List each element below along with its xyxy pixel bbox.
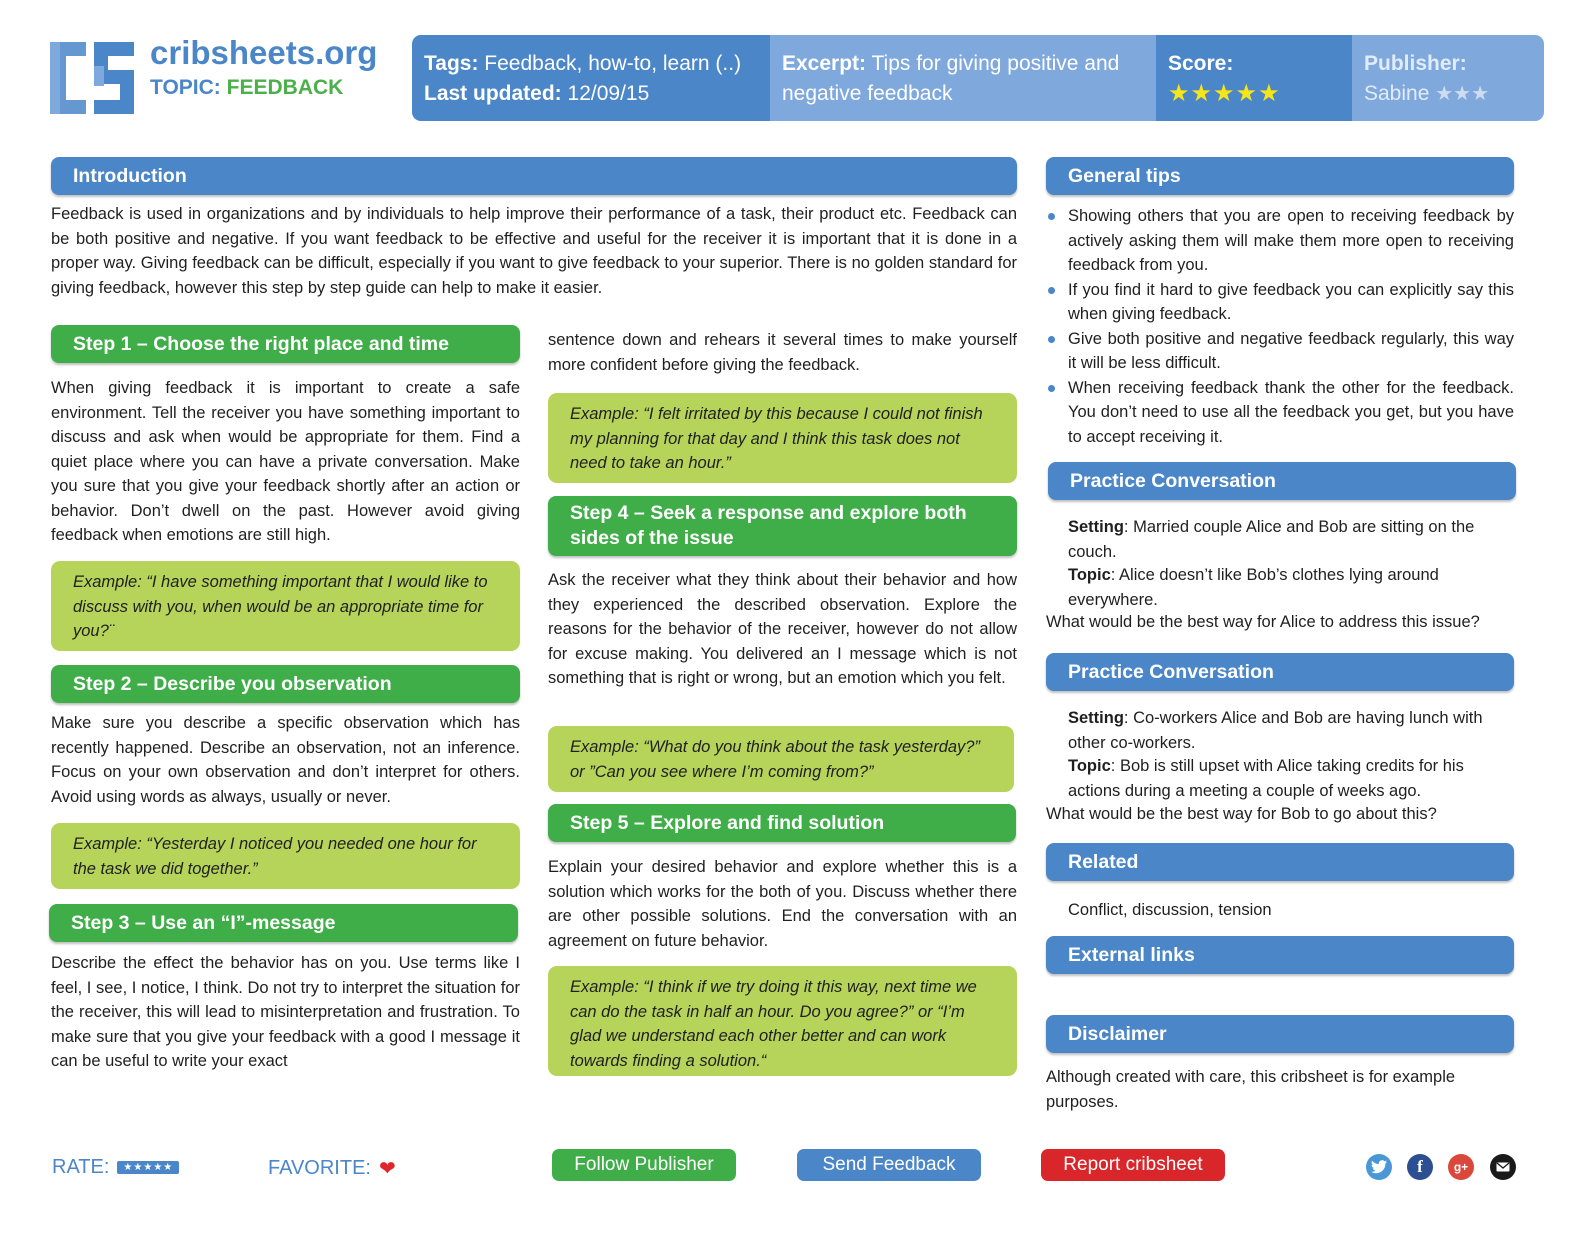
tip-item: If you find it hard to give feedback you can explicitly say this when giving feedback. xyxy=(1046,278,1514,327)
introduction-text: Feedback is used in organizations and by individuals to help improve their performance of a task, their product etc. Feedback can be both positive and negative. If you want feedback to be effective and useful for the receiver it is important that it is done in a proper way. Giving feedback can be difficult, especially if you want to give feedback to your superior. There is no golden standard for giving feedback, however this step by step guide can help to make it easier. xyxy=(51,205,1017,297)
score-label: Score: xyxy=(1168,52,1234,75)
favorite-label: FAVORITE: xyxy=(268,1157,371,1179)
tip-item: Give both positive and negative feedback regularly, this way it will be less difficult. xyxy=(1046,327,1514,376)
site-brand[interactable]: cribsheets.org xyxy=(150,34,378,71)
related-text[interactable]: Conflict, discussion, tension xyxy=(1068,901,1272,919)
step3-text-a: Describe the effect the behavior has on you. Use terms like I feel, I see, I notice, I think. Do not try to interpret the situation for the receiver, this will lead to misinterpretation and frustration. To make sure that you give your feedback with a good I message it can be useful to write your exact xyxy=(51,954,520,1070)
step1-header: Step 1 – Choose the right place and time xyxy=(51,325,520,363)
bullet-icon xyxy=(1048,336,1055,343)
google-plus-icon[interactable]: g+ xyxy=(1448,1154,1474,1180)
facebook-icon[interactable]: f xyxy=(1407,1154,1433,1180)
step5-text: Explain your desired behavior and explore whether this is a solution which works for the both of you. Discuss whether there are other possible solutions. End the conversation with an agreement on future behavior. xyxy=(548,858,1017,950)
practice-1-topic: Topic: Alice doesn’t like Bob’s clothes lying around everywhere. xyxy=(1068,566,1439,609)
follow-publisher-button[interactable]: Follow Publisher xyxy=(552,1149,736,1181)
twitter-icon[interactable] xyxy=(1366,1154,1392,1180)
score-stars-icon: ★★★★★ xyxy=(1168,80,1281,107)
practice-2-question: What would be the best way for Bob to go about this? xyxy=(1046,805,1437,823)
step2-example: Example: “Yesterday I noticed you needed one hour for the task we did together.” xyxy=(51,823,520,889)
publisher-panel xyxy=(1352,35,1544,121)
practice-1-question: What would be the best way for Alice to address this issue? xyxy=(1046,613,1480,631)
general-tips-list xyxy=(1046,204,1514,449)
practice-conversation-1-header: Practice Conversation xyxy=(1048,462,1516,500)
practice-2-setting: Setting: Co-workers Alice and Bob are having lunch with other co-workers. xyxy=(1068,709,1483,752)
excerpt-value: Tips for giving positive and negative feedback xyxy=(782,52,1120,105)
step2-text: Make sure you describe a specific observation which has recently happened. Describe an observation, not an inference. Focus on your own observation and don’t interpret for others. Avoid using words as always, usually or never. xyxy=(51,714,520,806)
tags-label: Tags: xyxy=(424,52,479,75)
disclaimer-header: Disclaimer xyxy=(1046,1015,1514,1053)
general-tips-header: General tips xyxy=(1046,157,1514,195)
heart-icon[interactable]: ❤ xyxy=(378,1158,396,1180)
publisher-name[interactable]: Sabine xyxy=(1364,82,1430,105)
tags-value[interactable]: Feedback, how-to, learn (..) xyxy=(484,52,742,75)
cs-logo-icon xyxy=(50,36,134,120)
practice-1-setting: Setting: Married couple Alice and Bob are sitting on the couch. xyxy=(1068,518,1475,561)
step3-text-b: sentence down and rehears it several times to make yourself more confident before giving the feedback. xyxy=(548,331,1017,374)
bullet-icon xyxy=(1048,213,1055,220)
publisher-label: Publisher: xyxy=(1364,52,1467,75)
step5-header: Step 5 – Explore and find solution xyxy=(548,804,1016,842)
step4-header: Step 4 – Seek a response and explore both sides of the issue xyxy=(548,496,1017,556)
email-icon[interactable] xyxy=(1490,1154,1516,1180)
tip-item: When receiving feedback thank the other for the feedback. You don’t need to use all the feedback you get, but you have to accept receiving it. xyxy=(1046,376,1514,450)
practice-conversation-2-header: Practice Conversation xyxy=(1046,653,1514,691)
favorite-control xyxy=(268,1156,396,1181)
bullet-icon xyxy=(1048,287,1055,294)
topic-label: TOPIC: xyxy=(150,76,221,99)
rate-stars-icon[interactable]: ★★★★★ xyxy=(117,1161,179,1174)
send-feedback-button[interactable]: Send Feedback xyxy=(797,1149,981,1181)
step1-text: When giving feedback it is important to create a safe environment. Tell the receiver you have something important to discuss and ask when would be appropriate for them. Find a quiet place where you can have a private conversation. Make you sure that you give your feedback shortly after an action or behavior. Don’t dwell on the past. However avoid giving feedback when emotions are still high. xyxy=(51,379,520,544)
bullet-icon xyxy=(1048,385,1055,392)
score-panel xyxy=(1156,35,1352,121)
updated-label: Last updated: xyxy=(424,82,562,105)
step2-header: Step 2 – Describe you observation xyxy=(51,665,520,703)
step5-example: Example: “I think if we try doing it this way, next time we can do the task in half an hour. Do you agree?” or “I’m glad we understand each other better and can work towards finding a solution.“ xyxy=(548,966,1017,1076)
introduction-header: Introduction xyxy=(51,157,1017,195)
info-bar xyxy=(412,35,1544,121)
practice-2-topic: Topic: Bob is still upset with Alice taking credits for his actions during a meeting a couple of weeks ago. xyxy=(1068,757,1464,800)
step4-example: Example: “What do you think about the task yesterday?” or ”Can you see where I’m coming from?” xyxy=(548,726,1014,792)
step3-header: Step 3 – Use an “I”-message xyxy=(49,904,518,942)
excerpt-label: Excerpt: xyxy=(782,52,867,75)
step3-example: Example: “I felt irritated by this because I could not finish my planning for that day and I think this task does not need to take an hour.” xyxy=(548,393,1017,483)
step1-example: Example: “I have something important that I would like to discuss with you, when would be an appropriate time for you?¨ xyxy=(51,561,520,651)
envelope-icon xyxy=(1496,1162,1510,1172)
step4-text: Ask the receiver what they think about their behavior and how they experienced the described observation. Explore the reasons for the behavior of the receiver, however do not allow for excuse making. You delivered an I message which is not something that is right or wrong, but an emotion which you felt. xyxy=(548,571,1017,687)
publisher-stars-icon: ★★★ xyxy=(1435,83,1490,105)
twitter-bird-icon xyxy=(1371,1160,1387,1174)
updated-value: 12/09/15 xyxy=(567,82,650,105)
tip-item: Showing others that you are open to receiving feedback by actively asking them will make them more open to receiving feedback from you. xyxy=(1046,204,1514,278)
related-header: Related xyxy=(1046,843,1514,881)
rate-label: RATE: xyxy=(52,1156,110,1178)
topic-value: FEEDBACK xyxy=(226,76,344,99)
tags-panel xyxy=(412,35,770,121)
external-links-header: External links xyxy=(1046,936,1514,974)
topic-heading xyxy=(150,76,343,100)
rate-control xyxy=(52,1156,179,1179)
report-cribsheet-button[interactable]: Report cribsheet xyxy=(1041,1149,1225,1181)
disclaimer-text: Although created with care, this cribsheet is for example purposes. xyxy=(1046,1068,1456,1111)
excerpt-panel xyxy=(770,35,1156,121)
